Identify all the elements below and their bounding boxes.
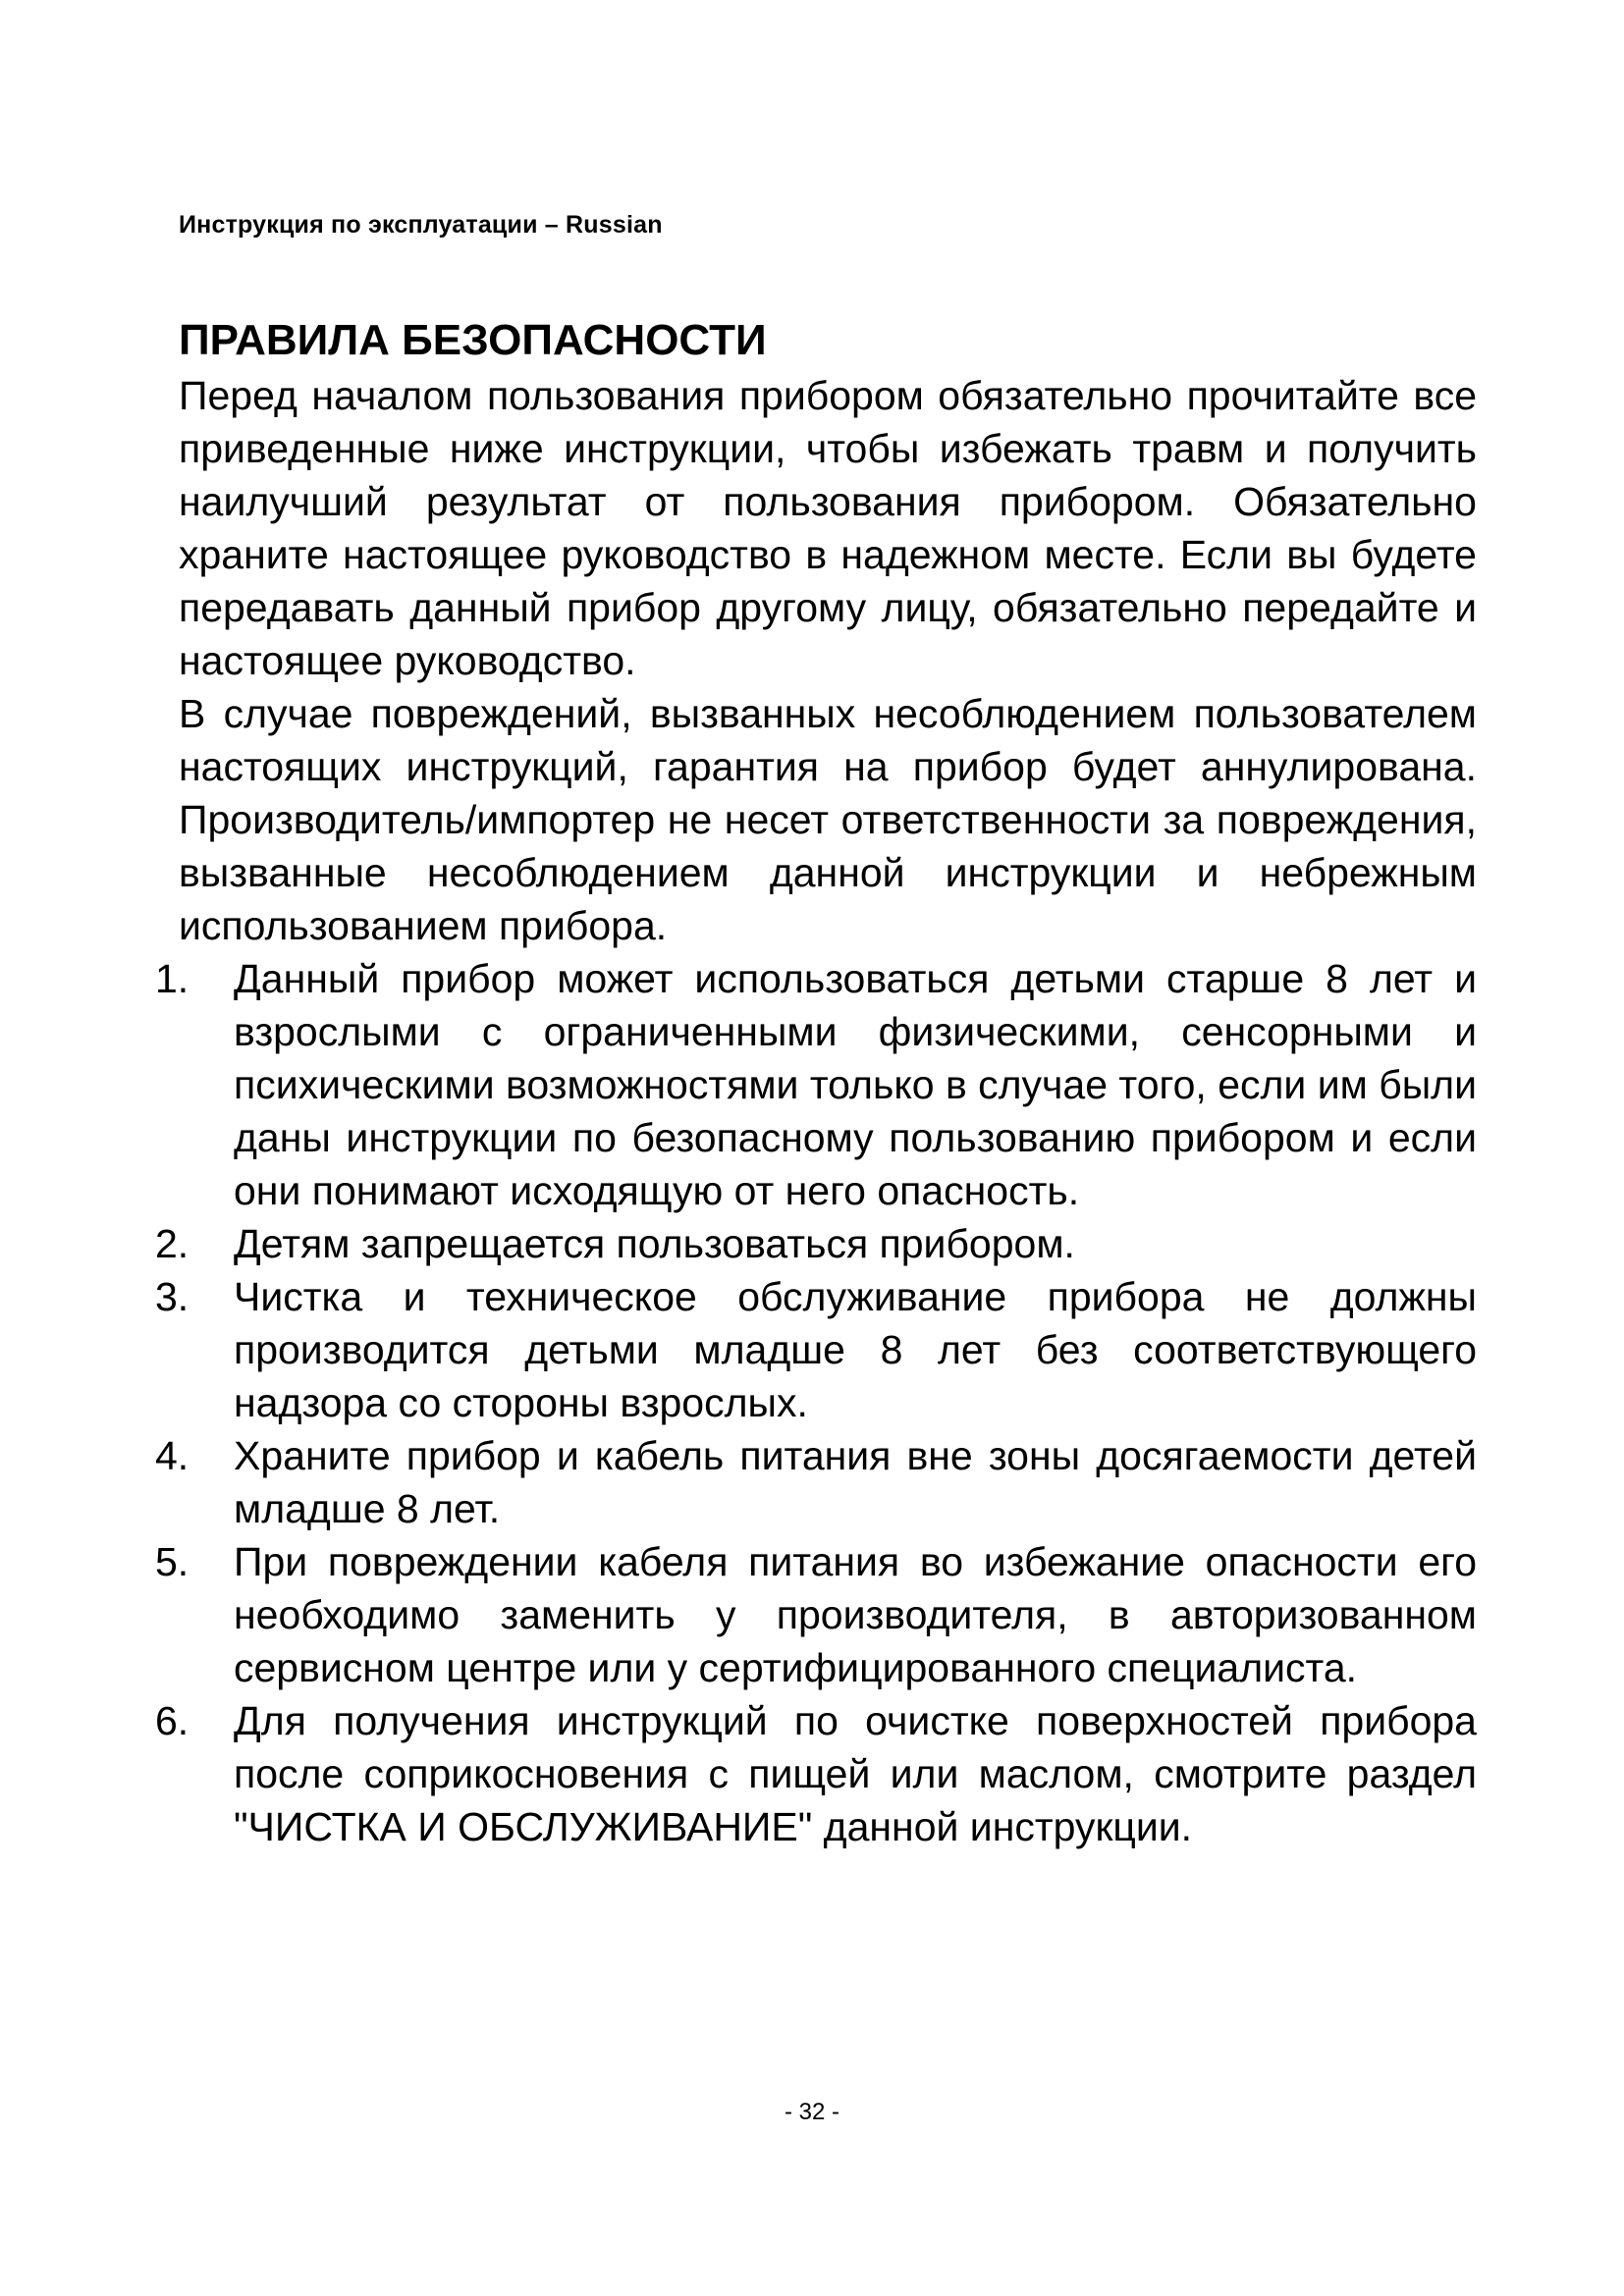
list-item-number: 4. [155, 1433, 189, 1478]
list-item-number: 1. [155, 956, 189, 1001]
list-item-number: 5. [155, 1539, 189, 1584]
page-number: - 32 - [784, 2099, 839, 2125]
list-item-number: 2. [155, 1221, 189, 1266]
safety-rules-list [155, 952, 1477, 1853]
list-item [155, 1270, 1477, 1429]
list-item [155, 952, 1477, 1217]
list-item-text: Детям запрещается пользоваться прибором. [234, 1221, 1075, 1266]
list-item [155, 1694, 1477, 1853]
warranty-paragraph: В случае повреждений, вызванных несоблюдением пользователем настоящих инструкций, гарантия на прибор будет аннулирована. Производитель/импортер не несет ответственности за повреждения, вызванные несоблюдением данной инструкции и небрежным использованием прибора. [179, 691, 1477, 948]
list-item-text: Храните прибор и кабель питания вне зоны досягаемости детей младше 8 лет. [234, 1433, 1477, 1531]
list-item-text: При повреждении кабеля питания во избежание опасности его необходимо заменить у производителя, в авторизованном сервисном центре или у сертифицированного специалиста. [234, 1539, 1477, 1690]
list-item-text: Данный прибор может использоваться детьми старше 8 лет и взрослыми с ограниченными физическими, сенсорными и психическими возможностями только в случае того, если им были даны инструкции по безопасному пользованию прибором и если они понимают исходящую от него опасность. [234, 956, 1477, 1213]
running-header: Инструкция по эксплуатации – Russian [179, 211, 663, 239]
intro-paragraph: Перед началом пользования прибором обязательно прочитайте все приведенные ниже инструкции, чтобы избежать травм и получить наилучший результат от пользования прибором. Обязательно храните настоящее руководство в надежном месте. Если вы будете передавать данный прибор другому лицу, обязательно передайте и настоящее руководство. [179, 373, 1477, 683]
list-item-number: 3. [155, 1274, 189, 1319]
list-item [155, 1535, 1477, 1694]
list-item [155, 1429, 1477, 1535]
section-title: ПРАВИЛА БЕЗОПАСНОСТИ [179, 316, 767, 364]
list-item-number: 6. [155, 1698, 189, 1743]
list-item [155, 1217, 1477, 1270]
list-item-text: Чистка и техническое обслуживание прибора не должны производится детьми младше 8 лет без соответствующего надзора со стороны взрослых. [234, 1274, 1477, 1425]
safety-section [155, 312, 1477, 1853]
list-item-text: Для получения инструкций по очистке поверхностей прибора после соприкосновения с пищей или маслом, смотрите раздел "ЧИСТКА И ОБСЛУЖИВАНИЕ" данной инструкции. [234, 1698, 1477, 1849]
